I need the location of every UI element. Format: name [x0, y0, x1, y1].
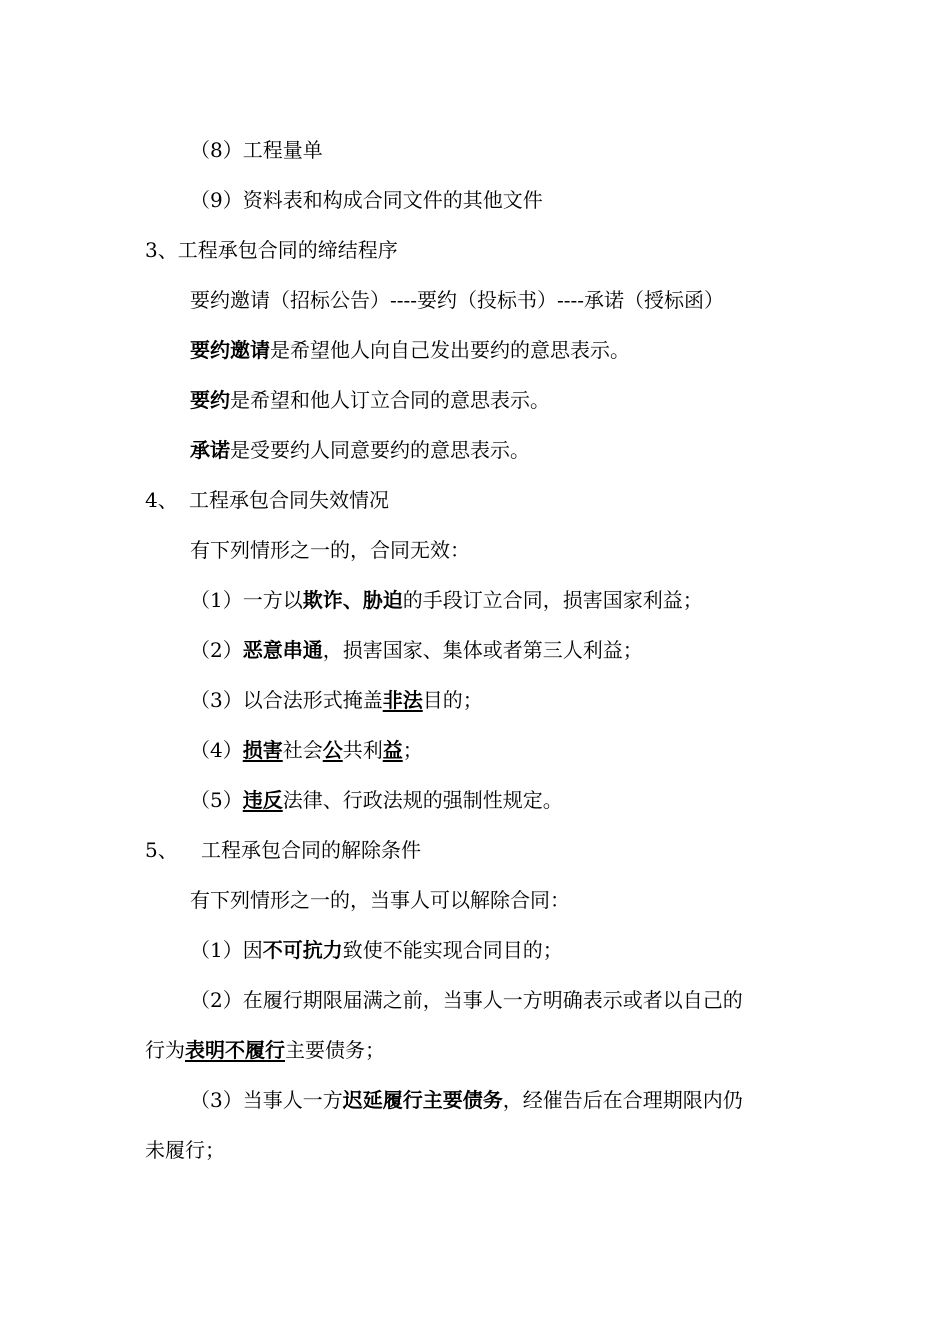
paragraph-text: 目的；	[422, 688, 483, 712]
paragraph-text: 有下列情形之一的，合同无效：	[190, 538, 470, 562]
paragraph-text: 是希望和他人订立合同的意思表示。	[230, 388, 550, 412]
paragraph-text: （1）因	[190, 938, 263, 962]
list-item-8	[190, 137, 323, 163]
bold-term: 不可抗力	[262, 938, 343, 962]
paragraph-text: 有下列情形之一的，当事人可以解除合同：	[190, 888, 570, 912]
termination-intro	[190, 887, 570, 913]
heading-number: 4、	[145, 488, 178, 512]
paragraph-text: （9）资料表和构成合同文件的其他文件	[190, 188, 543, 212]
bold-underlined-term: 违反	[242, 788, 283, 812]
section-heading-3	[145, 237, 398, 263]
definition-invitation	[190, 337, 630, 363]
bold-term: 迟延履行主要债务	[342, 1088, 503, 1112]
paragraph-text: 致使不能实现合同目的；	[342, 938, 563, 962]
heading-text: 3、工程承包合同的缔结程序	[145, 238, 398, 262]
procedure-flow	[190, 287, 724, 313]
paragraph-text: ，损害国家、集体或者第三人利益；	[322, 638, 643, 662]
paragraph-text: 社会	[282, 738, 323, 762]
paragraph-text: （2）在履行期限届满之前，当事人一方明确表示或者以自己的	[190, 988, 743, 1012]
invalid-item-3	[190, 687, 483, 713]
paragraph-text: 未履行；	[145, 1138, 225, 1162]
bold-term: 要约	[190, 388, 230, 412]
paragraph-text: 要约邀请（招标公告）----要约（投标书）----承诺（授标函）	[190, 288, 725, 312]
invalid-item-4	[190, 737, 423, 763]
bold-term: 恶意串通	[242, 638, 323, 662]
section-heading-4	[145, 487, 389, 513]
paragraph-text: 法律、行政法规的强制性规定。	[282, 788, 563, 812]
termination-item-3	[190, 1087, 743, 1113]
paragraph-text: （2）	[190, 638, 243, 662]
bold-term: 要约邀请	[190, 338, 270, 362]
bold-underlined-term: 非法	[382, 688, 423, 712]
paragraph-text: ；	[402, 738, 423, 762]
invalid-item-5	[190, 787, 563, 813]
bold-underlined-term: 公	[322, 738, 343, 762]
paragraph-text: ，经催告后在合理期限内仍	[502, 1088, 743, 1112]
paragraph-text: 是受要约人同意要约的意思表示。	[230, 438, 530, 462]
paragraph-text: （5）	[190, 788, 243, 812]
termination-item-2	[190, 987, 743, 1013]
termination-item-2-continued	[145, 1037, 385, 1063]
bold-term: 承诺	[190, 438, 230, 462]
invalid-item-2	[190, 637, 643, 663]
heading-text: 工程承包合同的解除条件	[201, 838, 421, 862]
bold-underlined-term: 表明不履行	[185, 1038, 285, 1062]
bold-underlined-term: 益	[382, 738, 403, 762]
paragraph-text: （3）以合法形式掩盖	[190, 688, 383, 712]
list-item-9	[190, 187, 543, 213]
definition-offer	[190, 387, 550, 413]
paragraph-text: （3）当事人一方	[190, 1088, 343, 1112]
paragraph-text: （1）一方以	[190, 588, 303, 612]
paragraph-text: 行为	[145, 1038, 185, 1062]
paragraph-text: 的手段订立合同，损害国家利益；	[402, 588, 703, 612]
bold-term: 欺诈、胁迫	[302, 588, 403, 612]
invalid-intro	[190, 537, 470, 563]
paragraph-text: 共利	[342, 738, 383, 762]
paragraph-text: （8）工程量单	[190, 138, 323, 162]
termination-item-3-continued	[145, 1137, 225, 1163]
bold-underlined-term: 损害	[242, 738, 283, 762]
paragraph-text: 主要债务；	[285, 1038, 385, 1062]
termination-item-1	[190, 937, 563, 963]
definition-acceptance	[190, 437, 530, 463]
paragraph-text: （4）	[190, 738, 243, 762]
paragraph-text: 是希望他人向自己发出要约的意思表示。	[270, 338, 630, 362]
section-heading-5	[145, 837, 421, 863]
invalid-item-1	[190, 587, 703, 613]
heading-text: 工程承包合同失效情况	[189, 488, 389, 512]
heading-number: 5、	[145, 838, 178, 862]
